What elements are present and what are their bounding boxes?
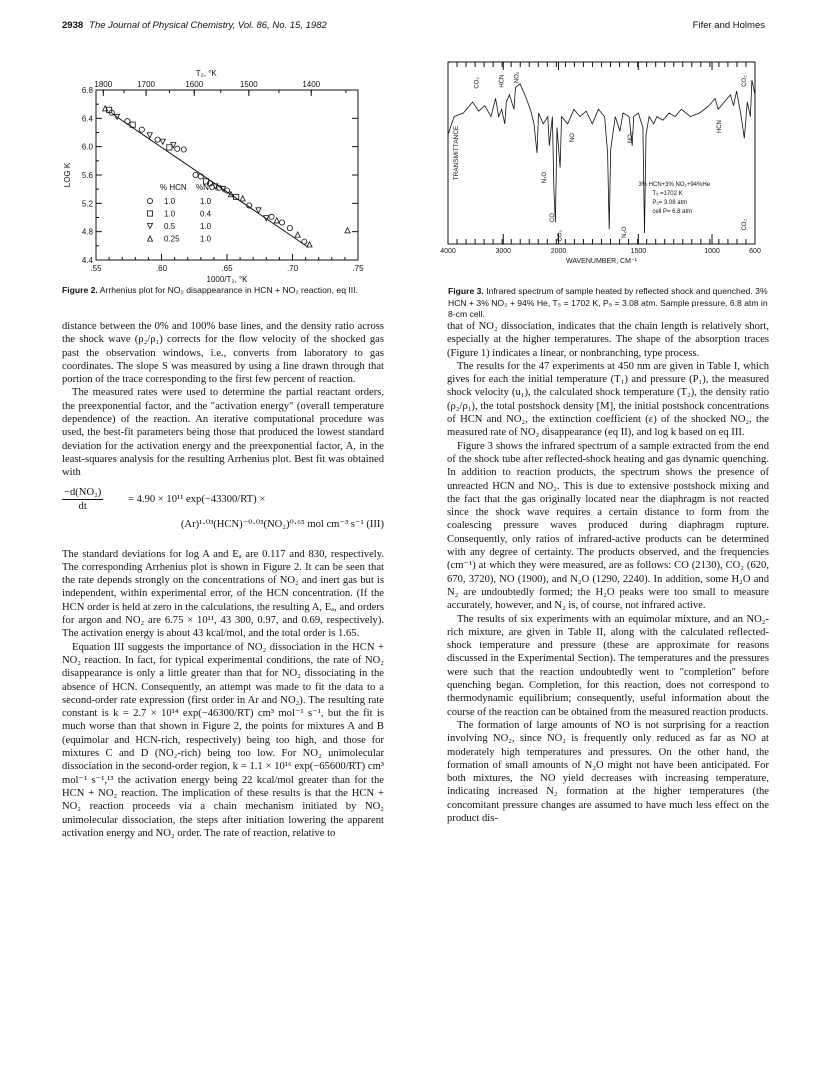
left-column: [62, 320, 384, 840]
page-number: 2938: [62, 20, 84, 31]
x-tick-label: 3000: [495, 248, 512, 255]
y-tick-label: 6.0: [81, 142, 93, 152]
arrhenius-plot: [58, 52, 378, 284]
data-point: [302, 239, 307, 244]
journal-citation: The Journal of Physical Chemistry, Vol. 86, No. 15, 1982: [89, 20, 327, 31]
plot-frame: [96, 90, 358, 260]
legend-hcn-value: 1.0: [164, 197, 176, 206]
legend-hcn-value: 0.5: [164, 222, 176, 231]
x-tick-label: .60: [155, 264, 168, 273]
band-label: NO₂: [514, 71, 521, 84]
right-paragraph-5: The formation of large amounts of NO is not surprising for a reaction involving NO₂, since NO₂ is frequently only reduced as far as NO at moderately high temperatures and pressures. On the other hand, the formation of small amounts of N₂O might not have been anticipated. For both mixtures, the NO yield decreases with increasing temperature, indicating increased N₂ formation at the higher temperatures (the concomitant pressure changes are assumed to have much less effect on the product dis-: [447, 719, 769, 824]
x-tick-label: 600: [749, 248, 761, 255]
top-tick-label: 1500: [239, 80, 258, 89]
condition-label: P₅= 3.08 atm: [652, 199, 688, 206]
figure-3-caption-text: Infrared spectrum of sample heated by reflected shock and quenched. 3% HCN + 3% NO₂ + 94% He, T₅ = 1702 K, P₅ = 3.08 atm. Sample pressure, 6.8 atm in 8-cm cell.: [448, 286, 768, 319]
data-point: [287, 226, 292, 231]
data-point: [155, 137, 160, 142]
data-point: [279, 220, 284, 225]
data-point: [307, 242, 312, 247]
x-tick-label: .75: [352, 264, 364, 273]
legend-hcn-value: 1.0: [164, 209, 176, 219]
legend-no2-value: 1.0: [200, 197, 212, 206]
band-label: CO: [549, 213, 556, 223]
legend-no2-value: 0.4: [200, 209, 212, 219]
y-tick-label: 6.8: [81, 86, 93, 95]
data-point: [175, 146, 180, 151]
legend-header-no2: %NO₂: [196, 183, 219, 192]
running-header: [62, 20, 765, 36]
top-tick-label: 1400: [302, 80, 321, 89]
x-tick-label: .65: [221, 264, 233, 273]
figure-3-caption-label: Figure 3.: [448, 286, 484, 296]
band-label: CO₂: [474, 77, 481, 89]
legend-symbol: [147, 223, 152, 228]
figure-3: [420, 56, 765, 286]
equation-fraction: [62, 486, 103, 514]
y-tick-label: 6.4: [81, 114, 93, 124]
data-point: [139, 127, 144, 132]
condition-label: 3% HCN+3% NO₂+94%He: [638, 181, 711, 188]
figure-2: [58, 52, 378, 284]
x-axis-label: WAVENUMBER, CM⁻¹: [566, 258, 637, 265]
legend-symbol: [147, 236, 152, 241]
legend-header-hcn: % HCN: [160, 183, 187, 192]
right-paragraph-2: The results for the 47 experiments at 450 nm are given in Table I, which gives for each the initial temperature (T₁) and pressure (P₁), the measured shock velocity (u₁), the calculated shock temperature (T₂), the density ratio (ρ₂/ρ₁), the total postshock density [M], the initial postshock concentrations of HCN and NO₂, the extinction coefficient (ε) of the shocked NO₂, the measured rate of NO₂ disappearance (eq II), and log k based on eq III.: [447, 360, 769, 439]
legend-no2-value: 1.0: [200, 222, 212, 231]
data-point: [125, 119, 130, 124]
y-axis-label: LOG K: [63, 162, 72, 188]
right-column: [447, 320, 769, 825]
figure-2-caption: [62, 285, 380, 297]
equation-rhs-line-2: (Ar)¹·⁰³(HCN)⁻⁰·⁰³(NO₂)⁰·⁶⁵ mol cm⁻³ s⁻¹ (III): [180, 518, 384, 530]
y-tick-label: 5.2: [81, 199, 93, 209]
figure-3-caption: [448, 286, 770, 321]
top-tick-label: 1700: [137, 80, 155, 89]
spectrum-trace: [448, 80, 755, 233]
x-tick-label: .70: [286, 264, 299, 273]
condition-label: cell P= 6.8 atm: [652, 208, 693, 215]
band-label: CO₂: [741, 75, 748, 87]
y-axis-label: TRANSMITTANCE: [453, 125, 460, 181]
legend-symbol: [147, 211, 152, 216]
band-label: CO₂: [741, 219, 748, 231]
band-label: HCN: [717, 120, 724, 134]
data-point: [160, 139, 165, 144]
band-label: NO: [569, 133, 576, 143]
right-paragraph-1: that of NO₂ dissociation, indicates that the chain length is relatively short, especially at the higher temperatures. The shape of the absorption traces (Figure 1) indicates a linear, or nonbranching, type process.: [447, 321, 769, 359]
data-point: [269, 214, 274, 219]
right-paragraph-4: The results of six experiments with an equimolar mixture, and an NO₂-rich mixture, are given in Table II, along with the calculated reflected-shock temperature and pressure (these are approximate for reasons discussed in the Experimental Section). The temperatures and the pressures were such that the reaction undoubtedly went to "completion" before quenching began. Completion, for this reaction, does not correspond to thermodynamic equilibrium; consequently, useful information about the course of the reaction can be obtained from the measured reaction products.: [447, 613, 769, 718]
legend-no2-value: 1.0: [200, 234, 212, 244]
band-label: CO₂: [557, 230, 564, 242]
band-label: NO₂: [628, 131, 635, 144]
left-paragraph-4: Equation III suggests the importance of NO₂ dissociation in the HCN + NO₂ reaction. In fact, for typical experimental conditions, the rate of NO₂ disappearance is only a little greater than that for NO₂ dissociating in the absence of HCN. Consequently, an attempt was made to fit the data to a second-order rate expression (first order in Ar and NO₂). The resulting rate constant is k = 2.7 × 10¹⁴ exp(−46300/RT) cm³ mol⁻¹ s⁻¹, but the fit is much worse than that shown in Figure 2, the points for mixtures A and B (equimolar and HCN-rich, respectively) being too high, and those for mixtures C and D (NO₂-rich) being too low. For NO₂ unimolecular dissociation in the second-order region, k = 1.1 × 10¹⁶ exp(−65600/RT) cm³ mol⁻¹ s⁻¹,¹³ the activation energy being 22 kcal/mol greater than for the HCN + NO₂ reaction. The implication of these results is that the HCN + NO₂ reaction proceeds via a chain mechanism initiated by NO₂ unimolecular dissociation, the steps after initiation lowering the apparent activation energy and NO₂ order. The rate of reaction, relative to: [62, 641, 384, 839]
x-tick-label: .55: [90, 264, 102, 273]
data-point: [295, 232, 300, 237]
condition-label: T₅ =1702 K: [652, 190, 683, 197]
rate-equation-iii: [62, 486, 384, 540]
plot-frame: [448, 62, 755, 244]
y-tick-label: 4.8: [81, 227, 93, 237]
data-point: [147, 133, 152, 138]
data-point: [167, 145, 172, 150]
x-tick-label: 1500: [630, 248, 647, 255]
band-label: HCN: [499, 74, 506, 88]
x-tick-label: 1000: [704, 248, 720, 255]
figure-2-caption-text: Arrhenius plot for NO₂ disappearance in HCN + NO₂ reaction, eq III.: [99, 285, 358, 295]
left-paragraph-1: distance between the 0% and 100% base lines, and the density ratio across the shock wave (ρ₂/ρ₁) corrects for the flow velocity of the shocked gas past the observation windows, i.e., converts from laboratory to gas coordinates. The slope S was measured by using a line drawn through that portion of the trace corresponding to the first few percent of reaction.: [62, 321, 384, 386]
infrared-spectrum: [420, 56, 765, 286]
x-axis-label: 1000/T₂, °K: [206, 275, 248, 284]
data-point: [345, 228, 350, 233]
left-paragraph-3: The standard deviations for log A and Eₐ are 0.117 and 830, respectively. The corresponding Arrhenius plot is shown in Figure 2. It can be seen that the rate depends strongly on the concentrations of NO₂ and inert gas but is independent, within experimental error, of the HCN concentration. (If the HCN order is held at zero in the calculations, the resulting A, Eₐ, and orders for argon and NO₂ are 6.75 × 10¹¹, 43 300, 0.97, and 0.69, respectively). The activation energy is about 43 kcal/mol, and the total order is 1.65.: [62, 548, 384, 640]
data-point: [193, 172, 198, 177]
equation-rhs-line-1: = 4.90 × 10¹¹ exp(−43300/RT) ×: [128, 493, 266, 505]
data-point: [274, 218, 279, 223]
top-tick-label: 1800: [94, 80, 113, 89]
band-label: N₂O: [542, 171, 549, 184]
data-point: [103, 106, 108, 111]
x-tick-label: 4000: [440, 248, 456, 255]
legend-symbol: [147, 198, 152, 203]
y-tick-label: 4.4: [81, 256, 93, 265]
band-label: N₂O: [622, 226, 629, 238]
equation-numerator: −d(NO₂): [62, 486, 103, 500]
right-paragraph-3: Figure 3 shows the infrared spectrum of a sample extracted from the end of the shock tube after reflected-shock heating and gas dynamic quenching. In addition to reaction products, the spectrum shows the presence of unreacted HCN and NO₂. This is due to extensive postshock mixing and the fact that the gas originally located near the diaphragm is not reacted since the shock wave requires a certain distance to form from the coalescing pressure waves produced during diaphragm rupture. Consequently, only ratios of infrared-active products can be determined with any degree of certainty. The products observed, and the frequencies (cm⁻¹) at which they were measured, are as follows: CO (2130), CO₂ (620, 670, 3720), NO (1900), and N₂O (1290, 2240). In addition, some H₂O and N₂ are undoubtedly formed; the H₂O peaks were too small to measure accurately, however, and N₂ is, of course, not infrared active.: [447, 440, 769, 612]
top-axis-label: T₂, °K: [195, 69, 217, 78]
header-left: [62, 20, 327, 31]
left-paragraph-2: The measured rates were used to determine the partial reactant orders, the preexponential factor, and the "activation energy" (overall temperature dependence) of the reaction. An iterative computational procedure was used, the best-fit parameters being those that produced the lowest standard deviation for the activation energy and the preexponential factor, A, in the least-squares analysis for the resulting Arrhenius plot. Best fit was obtained with: [62, 387, 384, 479]
data-point: [240, 196, 245, 201]
header-authors: Fifer and Holmes: [692, 20, 765, 31]
y-tick-label: 5.6: [81, 171, 93, 180]
top-tick-label: 1600: [185, 80, 204, 89]
legend-hcn-value: 0.25: [164, 234, 180, 244]
x-tick-label: 2000: [550, 248, 567, 255]
figure-2-caption-label: Figure 2.: [62, 285, 98, 295]
data-point: [181, 147, 186, 152]
equation-denominator: dt: [78, 500, 87, 512]
